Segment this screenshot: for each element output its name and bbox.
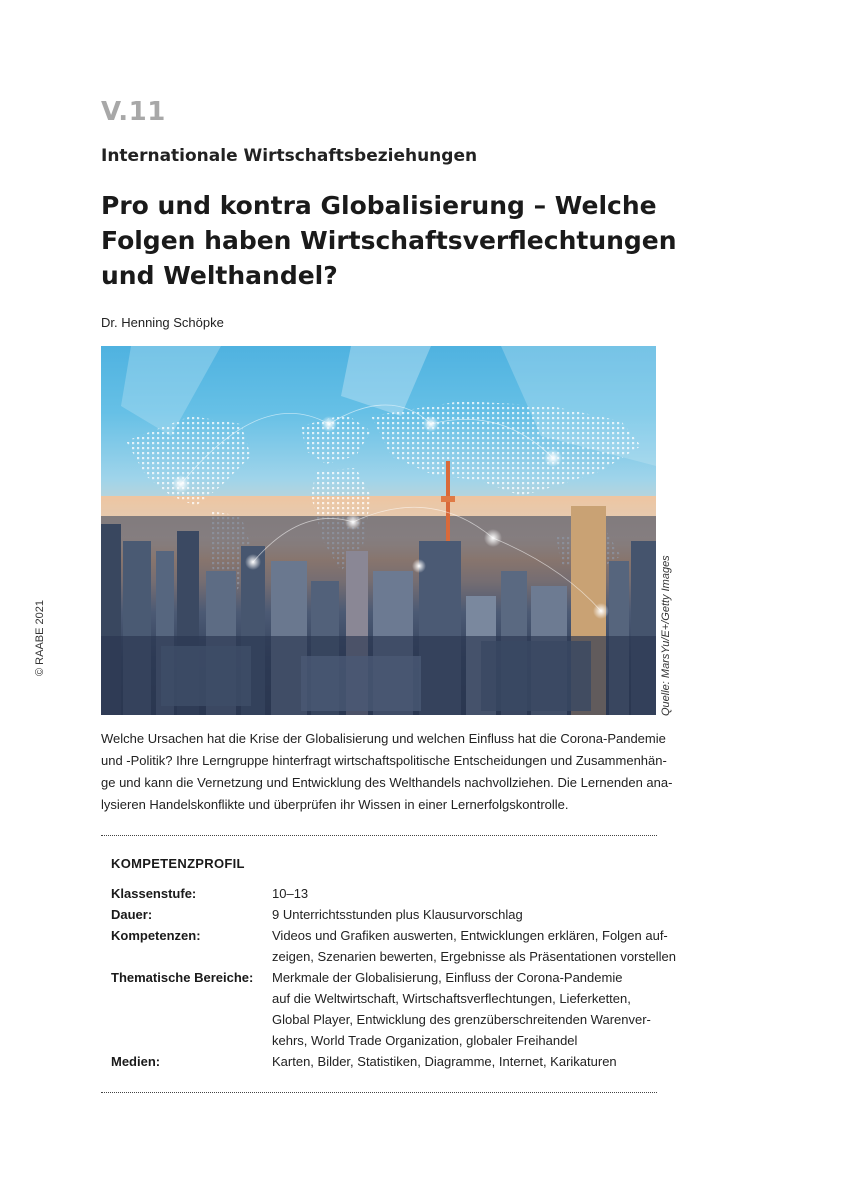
intro-line: ge und kann die Vernetzung und Entwicklung des Welthandels nachvollziehen. Die Lernenden ana- <box>101 775 673 790</box>
author: Dr. Henning Schöpke <box>101 315 224 330</box>
row-value-line: Merkmale der Globalisierung, Einfluss der Corona-Pandemie <box>272 970 623 985</box>
row-value <box>272 883 308 904</box>
unit-code: V.11 <box>101 97 166 127</box>
section-heading: Internationale Wirtschaftsbeziehungen <box>101 146 478 166</box>
hero-image-city-world-map <box>101 346 656 715</box>
row-value-line: 10–13 <box>272 886 309 901</box>
intro-line: Welche Ursachen hat die Krise der Globalisierung und welchen Einfluss hat die Corona-Pandemie <box>101 731 666 746</box>
row-value-line: Global Player, Entwicklung des grenzüberschreitenden Warenver- <box>272 1012 651 1027</box>
kompetenzprofil-title: KOMPETENZPROFIL <box>111 856 245 871</box>
row-label: Medien: <box>111 1054 161 1069</box>
title-line: und Welthandel? <box>101 261 338 290</box>
row-value-line: Videos und Grafiken auswerten, Entwicklungen erklären, Folgen auf- <box>272 928 668 943</box>
title-line: Pro und kontra Globalisierung – Welche <box>101 191 657 220</box>
row-value <box>272 1051 617 1072</box>
row-label: Thematische Bereiche: <box>111 970 254 985</box>
row-value-line: 9 Unterrichtsstunden plus Klausurvorschlag <box>272 907 523 922</box>
row-label: Klassenstufe: <box>111 886 197 901</box>
divider-bottom <box>101 1092 657 1093</box>
row-label: Kompetenzen: <box>111 928 201 943</box>
city-skyline-illustration <box>101 346 656 715</box>
row-label: Dauer: <box>111 907 153 922</box>
row-value-line: zeigen, Szenarien bewerten, Ergebnisse als Präsentationen vorstellen <box>272 949 676 964</box>
photo-credit: Quelle: MarsYu/E+/Getty Images <box>660 555 672 716</box>
page-title <box>101 188 677 293</box>
intro-line: lysieren Handelskonflikte und überprüfen ihr Wissen in einer Lernerfolgskontrolle. <box>101 797 569 812</box>
divider-top <box>101 835 657 836</box>
copyright-notice: © RAABE 2021 <box>34 600 46 676</box>
row-value-line: kehrs, World Trade Organization, globaler Freihandel <box>272 1033 578 1048</box>
row-value <box>272 904 523 925</box>
title-line: Folgen haben Wirtschaftsverflechtungen <box>101 226 677 255</box>
row-value <box>272 967 651 1051</box>
row-value-line: auf die Weltwirtschaft, Wirtschaftsverflechtungen, Lieferketten, <box>272 991 631 1006</box>
row-value-line: Karten, Bilder, Statistiken, Diagramme, Internet, Karikaturen <box>272 1054 617 1069</box>
intro-paragraph <box>101 728 673 816</box>
intro-line: und -Politik? Ihre Lerngruppe hinterfragt wirtschaftspolitische Entscheidungen und Zusammenhän- <box>101 753 667 768</box>
row-value <box>272 925 676 967</box>
